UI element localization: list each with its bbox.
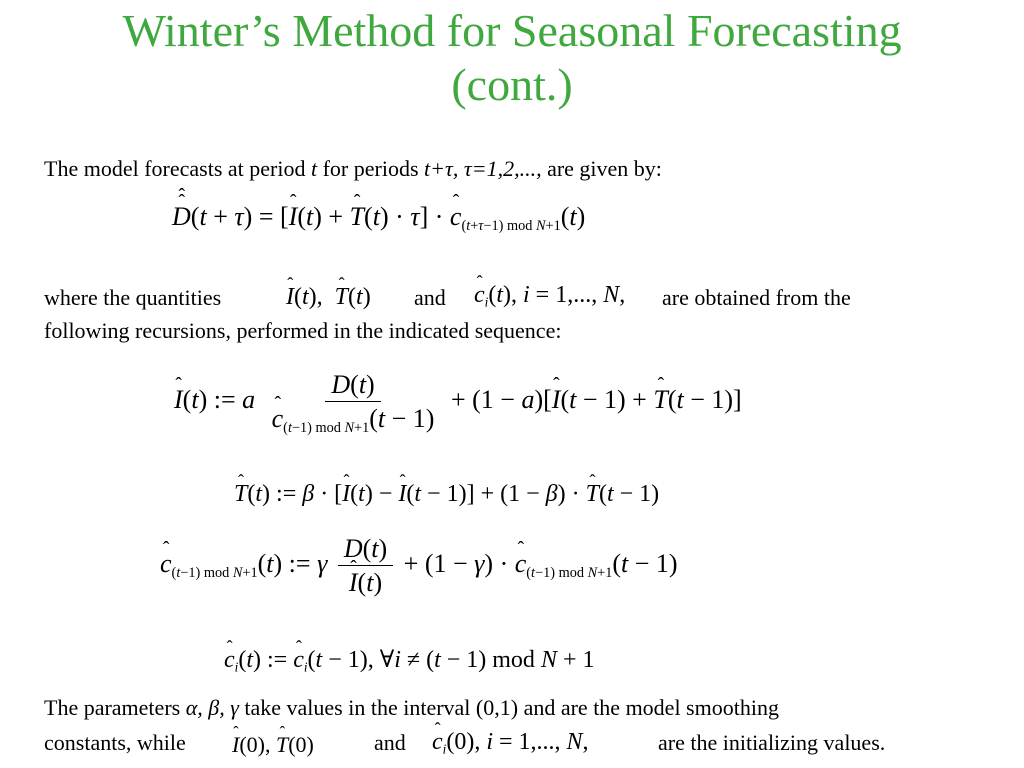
slide-title bbox=[0, 4, 1024, 112]
params-text-2: constants, while bbox=[44, 730, 186, 755]
recursion-trend: ˆ T(t) := β · [ˆ I(t) − ˆ I(t − 1)] + (1 − β) · ˆ T(t − 1) bbox=[234, 482, 659, 506]
quantities-text-2: are obtained from the bbox=[662, 285, 851, 310]
recursion-seasonal: ˆ $c_{(t-1) mod N+1}(t)$ := γ D(t) ˆ I(t) + (1 − γ) · ˆ $c_{(t-1) mod N+1}(t - 1)$ bbox=[160, 536, 678, 596]
recursion-seasonal-other: ˆ $c_i(t)$ := ˆ $c_i(t - 1)$, ∀i ≠ (t − 1) mod N + 1 bbox=[224, 648, 595, 672]
params-text-3: are the initializing values. bbox=[658, 730, 886, 755]
quantities-text-3: following recursions, performed in the indicated sequence: bbox=[44, 318, 562, 343]
title-line-2: (cont.) bbox=[451, 59, 573, 110]
title-line-1: Winter’s Method for Seasonal Forecasting bbox=[122, 5, 902, 56]
params-math-a: ˆ I(0), ˆ T(0) bbox=[232, 734, 314, 756]
params-text-1: The parameters α, β, γ take values in the interval (0,1) and are the model smoothing bbox=[44, 695, 779, 720]
params-math-b: ˆ $c_i(0)$, i = 1,..., N, bbox=[432, 730, 589, 754]
recursion-level: ˆ I(t) := a D(t) ˆ $c_{(t-1) mod N+1}(t - 1)$ + (1 − a)[ˆ I(t − 1) + ˆ T(t − 1)] bbox=[174, 372, 742, 432]
quantities-text-1: where the quantities bbox=[44, 285, 222, 310]
quantities-math-b: ˆ $c_i(t)$, i = 1,..., N, bbox=[474, 283, 625, 307]
forecast-equation: ˆ D ˆ(t + τ) = [ˆ I(t) + ˆ T(t) · τ] · ˆ $c_{(t+\tau-1) mod N+1}(t)$ bbox=[172, 204, 585, 230]
quantities-and: and bbox=[414, 285, 446, 310]
params-and: and bbox=[374, 730, 406, 755]
intro-text: The model forecasts at period t for periods t+τ, τ=1,2,..., are given by: bbox=[44, 156, 662, 181]
quantities-math-a: ˆ I(t), ˆ T(t) bbox=[286, 285, 371, 309]
